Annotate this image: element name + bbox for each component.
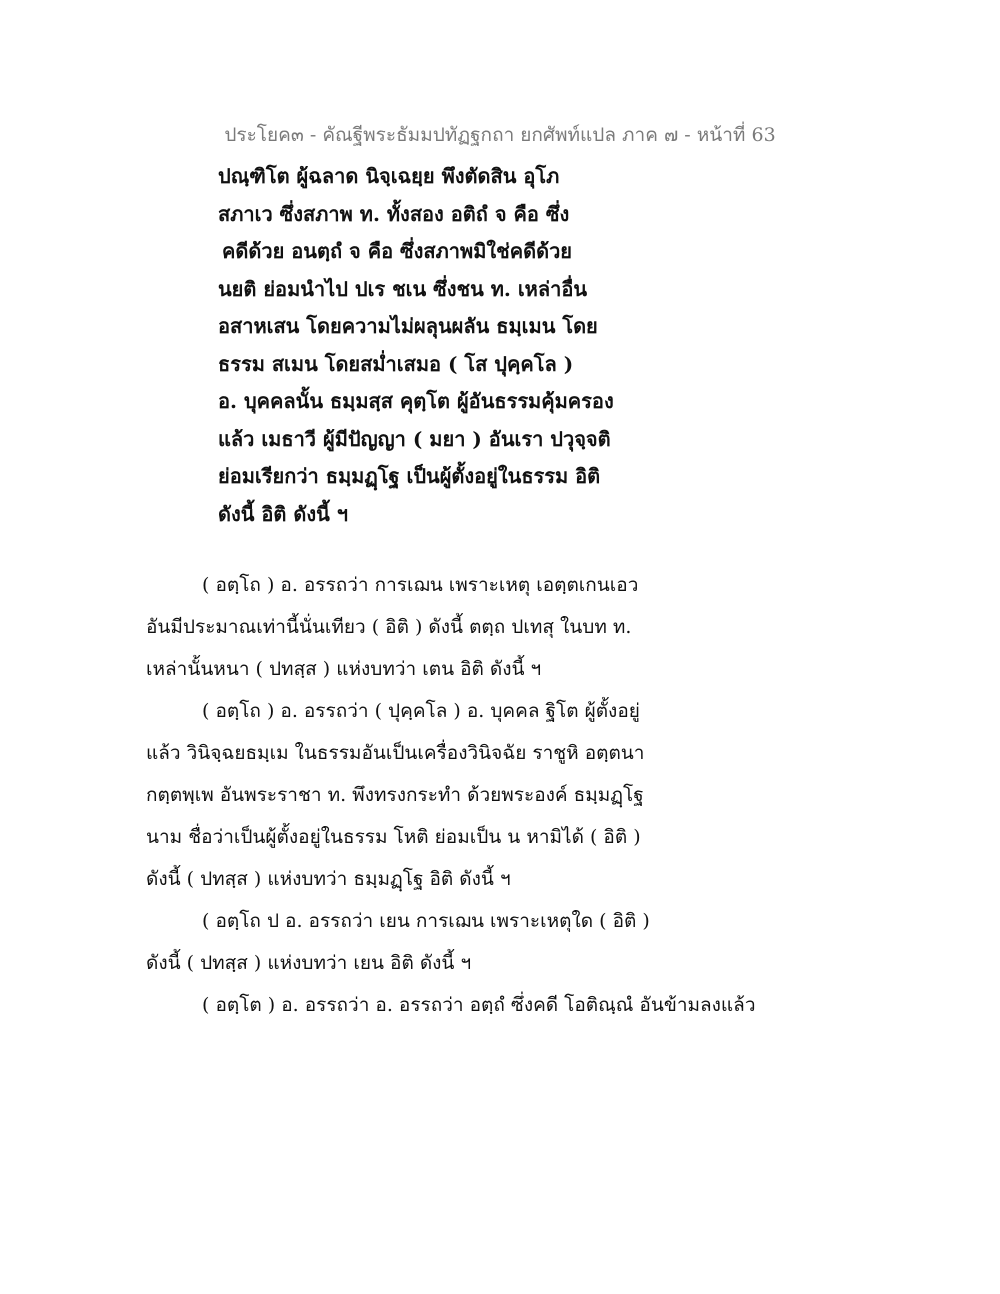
paragraph-first-line: ( อตฺโถ ) อ. อรรถว่า ( ปุคฺคโล ) อ. บุคคล ฐิโต ผู้ตั้งอยู่ <box>202 700 640 722</box>
verse-line: สภาเว ซึ่งสภาพ ท. ทั้งสอง อติถํ จ คือ ซึ่ง <box>218 201 570 226</box>
verse-block <box>218 158 658 533</box>
paragraph-line: แล้ว วินิจฺฉยธมฺเม ในธรรมอันเป็นเครื่องวินิจฉัย ราชูหิ อตฺตนา <box>146 742 645 764</box>
body-text-block <box>146 564 846 1026</box>
verse-line: นยติ ย่อมนำไป ปเร ชเน ซึ่งชน ท. เหล่าอื่น <box>218 276 588 301</box>
verse-line: ย่อมเรียกว่า ธมฺมฏฺโฐ เป็นผู้ตั้งอยู่ในธรรม อิติ <box>218 464 601 488</box>
verse-line: แล้ว เมธาวี ผู้มีปัญญา ( มยา ) อันเรา ปวุจฺจติ <box>218 426 611 451</box>
paragraph-first-line: ( อตฺโถ ) อ. อรรถว่า การเฌน เพราะเหตุ เอตฺตเกนเอว <box>202 574 639 596</box>
paragraph-line: ดังนี้ ( ปทสฺส ) แห่งบทว่า เยน อิติ ดังนี้ ฯ <box>146 952 472 974</box>
paragraph-line: เหล่านั้นหนา ( ปทสฺส ) แห่งบทว่า เตน อิติ ดังนี้ ฯ <box>146 658 542 680</box>
verse-line: อ. บุคคลนั้น ธมฺมสฺส คุตฺโต ผู้อันธรรมคุ้มครอง <box>218 389 614 413</box>
page-header: ประโยค๓ - คัณฐีพระธัมมปทัฏฐกถา ยกศัพท์แปล ภาค ๗ - หน้าที่ 63 <box>224 124 776 146</box>
verse-line: อสาหเสน โดยความไม่ผลุนผลัน ธมฺเมน โดย <box>218 314 598 338</box>
verse-line: คดีด้วย อนตฺถํ จ คือ ซึ่งสภาพมิใช่คดีด้วย <box>222 239 573 263</box>
paragraph-line: อันมีประมาณเท่านี้นั่นเทียว ( อิติ ) ดังนี้ ตตฺถ ปเทสุ ในบท ท. <box>146 616 632 638</box>
paragraph-line: นาม ชื่อว่าเป็นผู้ตั้งอยู่ในธรรม โหติ ย่อมเป็น น หามิได้ ( อิติ ) <box>146 826 641 848</box>
verse-line: ปณฺฑิโต ผู้ฉลาด นิจฺเฉยฺย พึงตัดสิน อุโภ <box>218 164 560 188</box>
verse-line: ดังนี้ อิติ ดังนี้ ฯ <box>218 501 348 526</box>
paragraph-first-line: ( อตฺโต ) อ. อรรถว่า อ. อรรถว่า อตฺถํ ซึ่งคดี โอติณฺณํ อันข้ามลงแล้ว <box>202 994 756 1016</box>
paragraph-line: ดังนี้ ( ปทสฺส ) แห่งบทว่า ธมฺมฏฺโฐ อิติ ดังนี้ ฯ <box>146 868 511 890</box>
paragraph-line: กตฺตพฺเพ อันพระราชา ท. พึงทรงกระทำ ด้วยพระองค์ ธมฺมฏฺโฐ <box>146 784 644 806</box>
paragraph-first-line: ( อตฺโถ ป อ. อรรถว่า เยน การเฌน เพราะเหตุใด ( อิติ ) <box>202 910 650 932</box>
verse-line: ธรรม สเมน โดยสม่ำเสมอ ( โส ปุคฺคโล ) <box>218 351 574 376</box>
